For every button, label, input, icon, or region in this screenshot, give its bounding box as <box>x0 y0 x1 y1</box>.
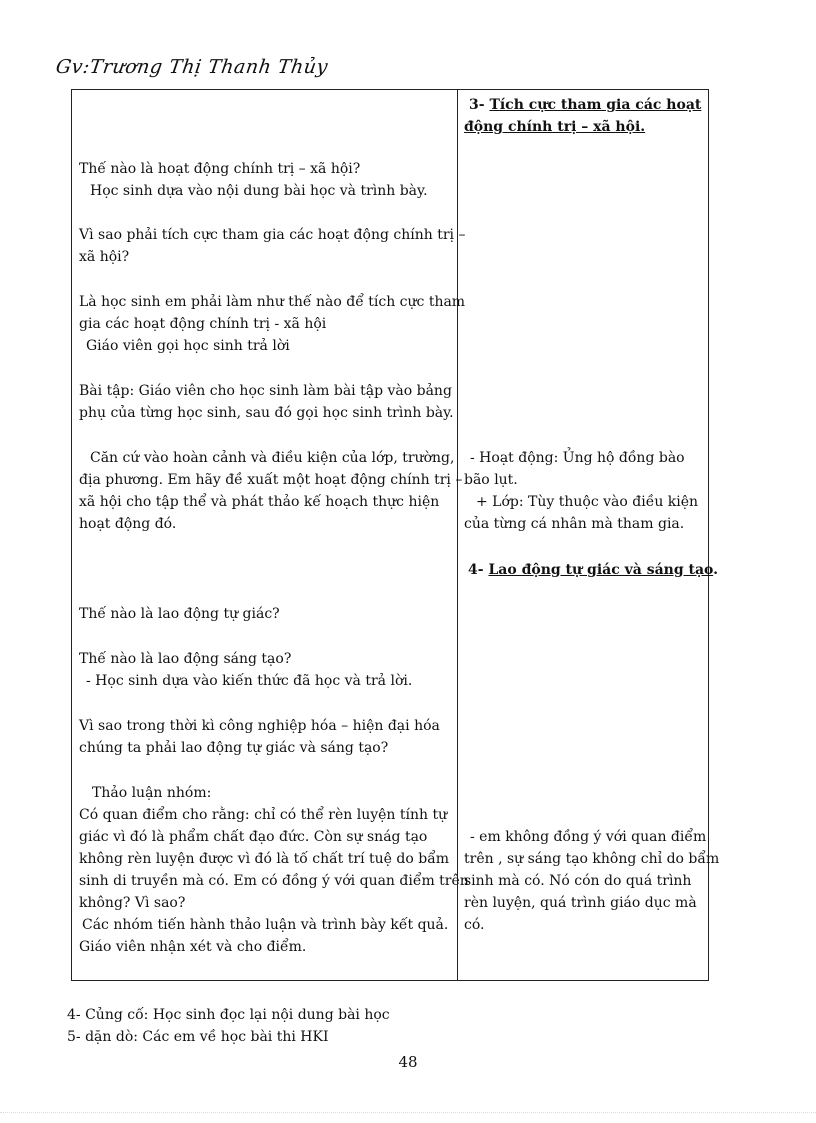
exercise-line-2: phụ của từng học sinh, sau đó gọi học sinh trình bày. <box>79 405 454 421</box>
discussion-line-5: không? Vì sao? <box>79 895 186 911</box>
answer-line-1: - em không đồng ý với quan điểm <box>470 829 707 845</box>
question-creativity: Thế nào là lao động sáng tạo? <box>79 651 292 667</box>
discussion-title: Thảo luận nhóm: <box>92 785 212 801</box>
teacher-header: Gv:Trương Thị Thanh Thủy <box>54 56 330 78</box>
activity-line-1: - Hoạt động: Ủng hộ đồng bào <box>470 450 685 466</box>
question-why-participate-1: Vì sao phải tích cực tham gia các hoạt động chính trị – <box>79 227 466 243</box>
answer-line-2: trên , sự sáng tạo không chỉ do bẩm <box>464 851 720 867</box>
homework-note: 5- dặn dò: Các em về học bài thi HKI <box>67 1029 329 1045</box>
discussion-line-1: Có quan điểm cho rằng: chỉ có thể rèn luyện tính tự <box>79 807 448 823</box>
discussion-line-6: Các nhóm tiến hành thảo luận và trình bày kết quả. <box>82 917 449 933</box>
bottom-divider <box>0 1112 816 1113</box>
section-4-period: . <box>713 562 719 578</box>
activity-line-3: + Lớp: Tùy thuộc vào điều kiện <box>476 494 699 510</box>
question-industrialization-1: Vì sao trong thời kì công nghiệp hóa – hiện đại hóa <box>79 718 440 734</box>
activity-line-2: bão lụt. <box>464 472 518 488</box>
answer-creativity: - Học sinh dựa vào kiến thức đã học và trả lời. <box>86 673 413 689</box>
question-student-role-2: gia các hoạt động chính trị - xã hội <box>79 316 327 332</box>
question-why-participate-2: xã hội? <box>79 249 130 265</box>
question-industrialization-2: chúng ta phải lao động tự giác và sáng tạo? <box>79 740 389 756</box>
plan-line-4: hoạt động đó. <box>79 516 177 532</box>
section-3-number: 3- <box>469 97 485 113</box>
plan-line-1: Căn cứ vào hoàn cảnh và điều kiện của lớp, trường, <box>90 450 455 466</box>
answer-political-activity: Học sinh dựa vào nội dung bài học và trình bày. <box>90 183 428 199</box>
lesson-table <box>71 89 720 981</box>
section-4-number: 4- <box>468 562 484 578</box>
answer-line-5: có. <box>464 917 485 933</box>
consolidation-note: 4- Củng cố: Học sinh đọc lại nội dung bài học <box>67 1007 390 1023</box>
discussion-line-7: Giáo viên nhận xét và cho điểm. <box>79 939 307 955</box>
plan-line-2: địa phương. Em hãy đề xuất một hoạt động chính trị – <box>79 472 463 488</box>
section-4-title: Lao động tự giác và sáng tạo <box>488 562 714 578</box>
question-self-discipline: Thế nào là lao động tự giác? <box>79 606 280 622</box>
plan-line-3: xã hội cho tập thể và phát thảo kế hoạch thực hiện <box>79 494 440 510</box>
page-number: 48 <box>398 1053 418 1071</box>
discussion-line-3: không rèn luyện được vì đó là tố chất trí tuệ do bẩm <box>79 851 450 867</box>
discussion-line-2: giác vì đó là phẩm chất đạo đức. Còn sự snág tạo <box>79 829 428 845</box>
question-political-activity: Thế nào là hoạt động chính trị – xã hội? <box>79 161 361 177</box>
question-student-role-1: Là học sinh em phải làm như thế nào để tích cực tham <box>79 294 466 310</box>
section-3-heading <box>469 94 701 116</box>
activity-line-4: của từng cá nhân mà tham gia. <box>464 516 685 532</box>
discussion-line-4: sinh di truyền mà có. Em có đồng ý với quan điểm trên <box>79 873 469 889</box>
section-3-title-2-wrap <box>464 116 645 138</box>
section-4-heading <box>468 559 718 581</box>
answer-line-3: sinh mà có. Nó cón do quá trình <box>464 873 692 889</box>
exercise-line-1: Bài tập: Giáo viên cho học sinh làm bài tập vào bảng <box>79 383 452 399</box>
section-3-title-2: động chính trị – xã hội. <box>464 119 646 135</box>
answer-line-4: rèn luyện, quá trình giáo dục mà <box>464 895 697 911</box>
answer-student-role: Giáo viên gọi học sinh trả lời <box>86 338 290 354</box>
section-3-title-1: Tích cực tham gia các hoạt <box>489 97 702 113</box>
